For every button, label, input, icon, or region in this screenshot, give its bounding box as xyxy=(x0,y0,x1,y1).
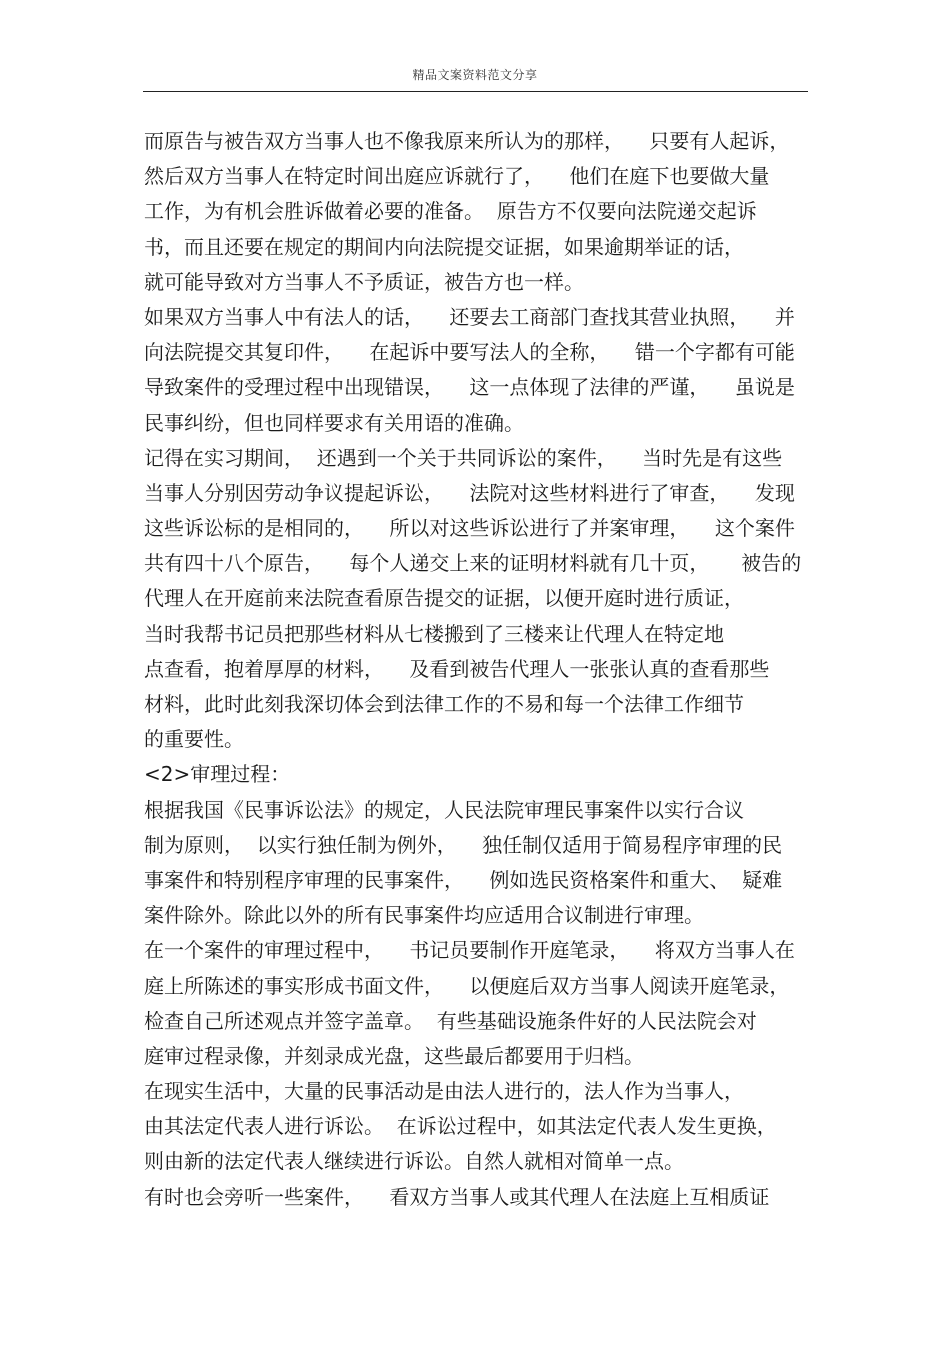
text-line: 然后双方当事人在特定时间出庭应诉就行了， 他们在庭下也要做大量 xyxy=(144,164,770,189)
text-line: 就可能导致对方当事人不予质证，被告方也一样。 xyxy=(144,269,584,294)
text-line: 庭审过程录像，并刻录成光盘，这些最后都要用于归档。 xyxy=(144,1043,644,1068)
text-line: 根据我国《民事诉讼法》的规定，人民法院审理民事案件以实行合议 xyxy=(144,797,744,822)
text-line: 则由新的法定代表人继续进行诉讼。自然人就相对简单一点。 xyxy=(144,1149,684,1174)
text-line: 在现实生活中，大量的民事活动是由法人进行的，法人作为当事人， xyxy=(144,1079,744,1104)
page-header: 精品文案资料范文分享 xyxy=(412,68,538,82)
text-line: 这些诉讼标的是相同的， 所以对这些诉讼进行了并案审理， 这个案件 xyxy=(144,516,795,541)
text-line: 庭上所陈述的事实形成书面文件， 以便庭后双方当事人阅读开庭笔录， xyxy=(144,973,790,998)
text-line: 共有四十八个原告， 每个人递交上来的证明材料就有几十页， 被告的 xyxy=(144,551,802,576)
header-divider xyxy=(143,91,808,92)
text-line: 书，而且还要在规定的期间内向法院提交证据，如果逾期举证的话， xyxy=(144,234,744,259)
text-line: 案件除外。除此以外的所有民事案件均应适用合议制进行审理。 xyxy=(144,903,704,928)
text-line: 当事人分别因劳动争议提起诉讼， 法院对这些材料进行了审查， 发现 xyxy=(144,480,795,505)
text-line: 由其法定代表人进行诉讼。 在诉讼过程中，如其法定代表人发生更换， xyxy=(144,1114,777,1139)
text-line: 检查自己所述观点并签字盖章。 有些基础设施条件好的人民法院会对 xyxy=(144,1008,757,1033)
document-body xyxy=(144,124,814,1215)
text-line: 导致案件的受理过程中出现错误， 这一点体现了法律的严谨， 虽说是 xyxy=(144,375,795,400)
text-line: 有时也会旁听一些案件， 看双方当事人或其代理人在法庭上互相质证 xyxy=(144,1184,770,1209)
text-line: 工作，为有机会胜诉做着必要的准备。 原告方不仅要向法院递交起诉 xyxy=(144,199,757,224)
text-line: 制为原则， 以实行独任制为例外， 独任制仅适用于简易程序审理的民 xyxy=(144,832,783,857)
text-line: 代理人在开庭前来法院查看原告提交的证据，以便开庭时进行质证， xyxy=(144,586,744,611)
text-line: 事案件和特别程序审理的民事案件， 例如选民资格案件和重大、 疑难 xyxy=(144,867,783,892)
text-line: 向法院提交其复印件， 在起诉中要写法人的全称， 错一个字都有可能 xyxy=(144,340,795,365)
text-line: 当时我帮书记员把那些材料从七楼搬到了三楼来让代理人在特定地 xyxy=(144,621,724,646)
text-line: 民事纠纷，但也同样要求有关用语的准确。 xyxy=(144,410,524,435)
text-line: 记得在实习期间， 还遇到一个关于共同诉讼的案件， 当时先是有这些 xyxy=(144,445,783,470)
text-line: 的重要性。 xyxy=(144,727,244,752)
text-line: 如果双方当事人中有法人的话， 还要去工商部门查找其营业执照， 并 xyxy=(144,304,795,329)
text-line: 而原告与被告双方当事人也不像我原来所认为的那样， 只要有人起诉， xyxy=(144,129,790,153)
section-heading: <2>审理过程： xyxy=(144,762,291,787)
text-line: 材料，此时此刻我深切体会到法律工作的不易和每一个法律工作细节 xyxy=(144,692,744,716)
text-line: 在一个案件的审理过程中， 书记员要制作开庭笔录， 将双方当事人在 xyxy=(144,938,795,963)
text-line: 点查看，抱着厚厚的材料， 及看到被告代理人一张张认真的查看那些 xyxy=(144,656,770,681)
